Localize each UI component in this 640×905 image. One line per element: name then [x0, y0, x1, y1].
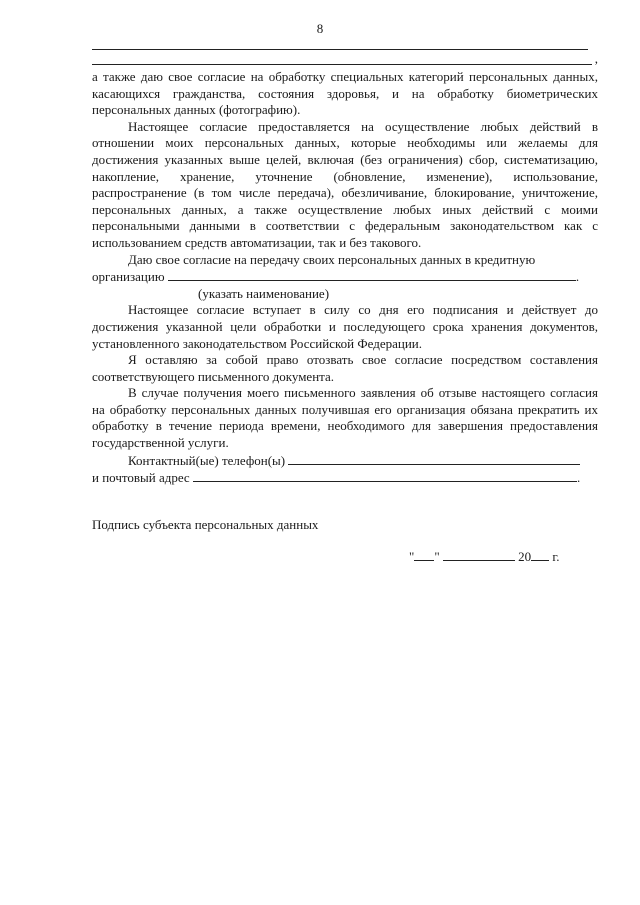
- address-label: и почтовый адрес: [92, 470, 190, 486]
- organization-label: организацию: [92, 269, 165, 285]
- signature-label: Подпись субъекта персональных данных: [92, 516, 319, 532]
- organization-row: [92, 268, 598, 286]
- paragraph-validity: Настоящее согласие вступает в силу со дня его подписания и действует до достижения указанной цели обработки и последующего срока хранения документов, установленного законодательством Российской Федерации.: [92, 302, 598, 351]
- blank-line: [92, 39, 588, 50]
- address-end: .: [576, 470, 581, 486]
- blank-line: [92, 50, 598, 67]
- date-open-quote: ": [409, 549, 415, 565]
- date-year-prefix: 20: [518, 549, 532, 565]
- paragraph-special-categories: а также даю свое согласие на обработку специальных категорий персональных данных, касающихся гражданства, состояния здоровья, и на обработку биометрических персональных данных (фотографию).: [92, 69, 598, 118]
- paragraph-revoke-procedure: В случае получения моего письменного заявления об отзыве настоящего согласия на обработку персональных данных получившая его организация обязана прекратить их обработку в течение периода времени, необходимого для завершения предоставления государственной услуги.: [92, 385, 598, 451]
- paragraph-transfer: Даю свое согласие на передачу своих персональных данных в кредитную: [128, 251, 536, 267]
- date-year-field[interactable]: [531, 548, 549, 561]
- address-field[interactable]: [193, 469, 577, 482]
- date-close-quote: ": [434, 549, 440, 565]
- date-month-field[interactable]: [443, 548, 515, 561]
- organization-caption: (указать наименование): [198, 285, 330, 301]
- paragraph-revoke-right: Я оставляю за собой право отозвать свое согласие посредством составления соответствующего письменного документа.: [92, 352, 598, 384]
- date-day-field[interactable]: [414, 548, 434, 561]
- document-body: [92, 39, 598, 566]
- phone-row: [92, 452, 598, 470]
- organization-field[interactable]: [168, 268, 576, 281]
- trailing-comma: ,: [594, 51, 598, 67]
- page-number: 8: [316, 21, 324, 36]
- date-row: [92, 548, 598, 566]
- phone-field[interactable]: [288, 452, 580, 465]
- date-year-suffix: г.: [552, 549, 560, 565]
- phone-label: Контактный(ые) телефон(ы): [128, 452, 286, 468]
- paragraph-actions: Настоящее согласие предоставляется на осуществление любых действий в отношении моих персональных данных, которые необходимы или желаемы для достижения указанных выше целей, включая (без ограничения) сбор, систематизацию, накопление, хранение, уточнение (обновление, изменение), использование, распространение (в том числе передача), обезличивание, блокирование, уничтожение, персональных данных, а также осуществление любых иных действий с моими персональными данными в соответствии с федеральным законодательством как с использованием средств автоматизации, так и без такового.: [92, 118, 598, 250]
- organization-end: .: [575, 269, 580, 285]
- address-row: [92, 469, 598, 487]
